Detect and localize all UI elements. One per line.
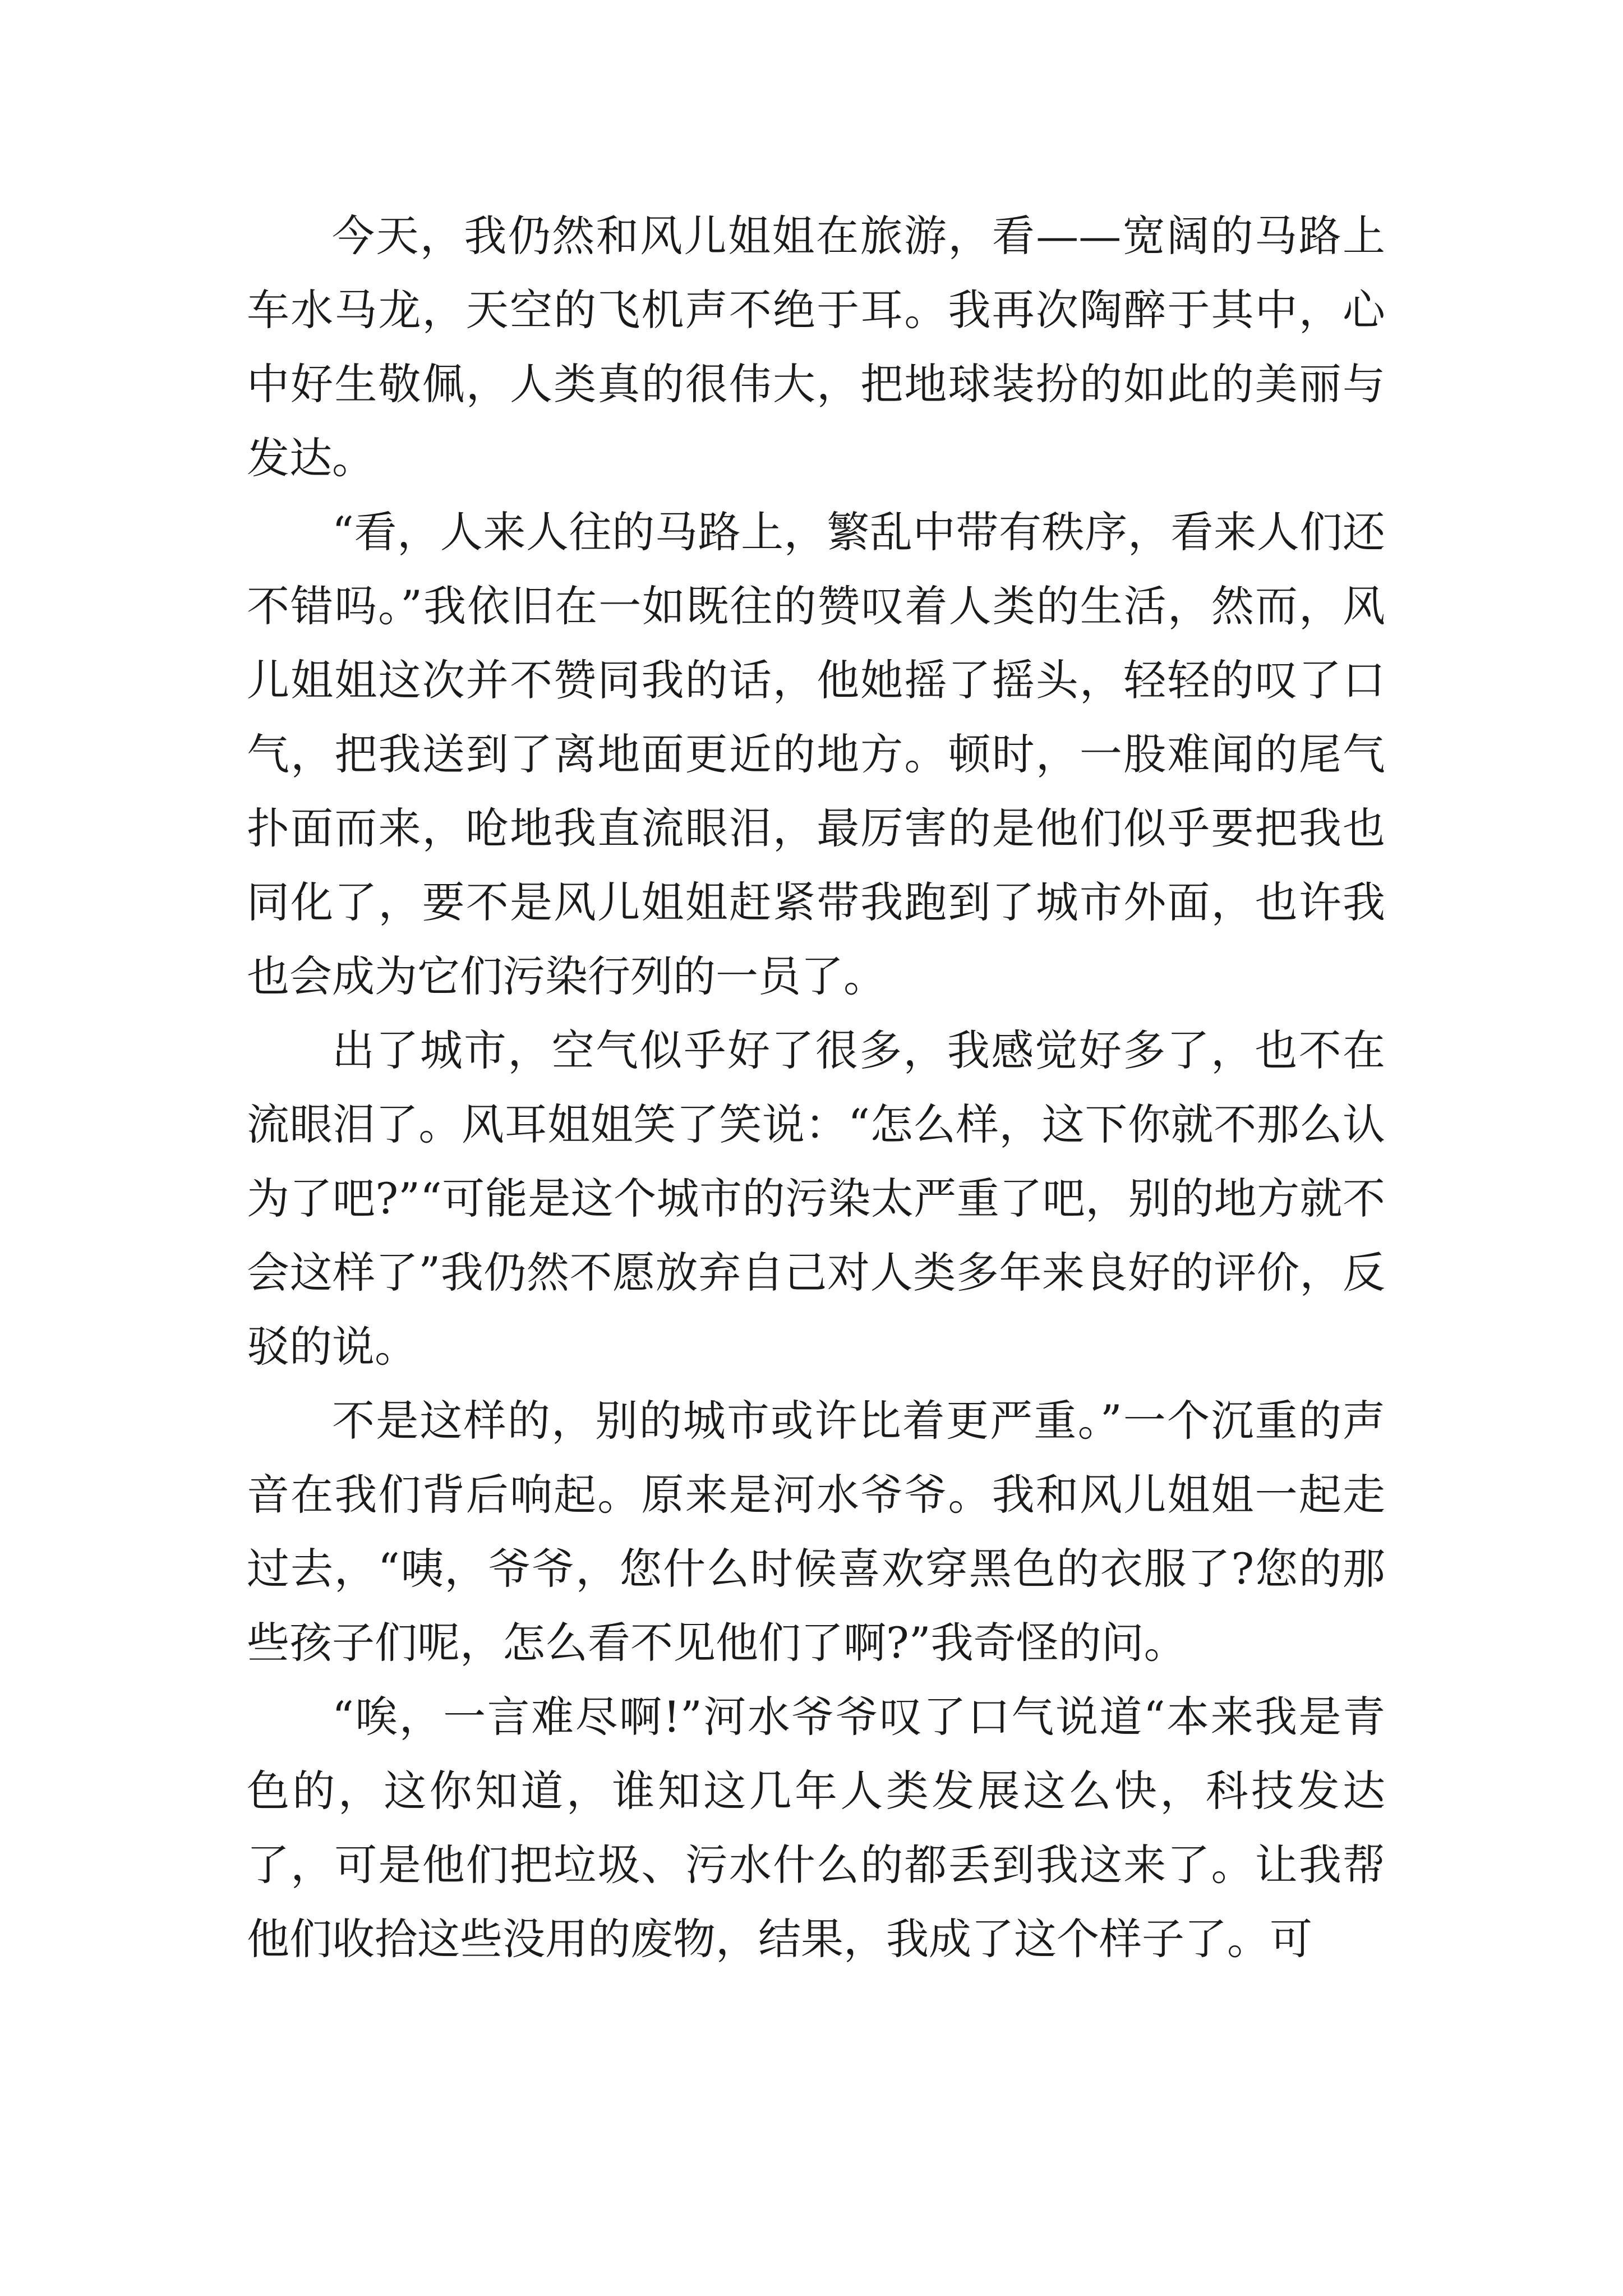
paragraph-2: “看，人来人往的马路上，繁乱中带有秩序，看来人们还不错吗。”我依旧在一如既往的赞叹着人类的生活，然而，风儿姐姐这次并不赞同我的话，他她摇了摇头，轻轻的叹了口气，把我送到了离地面更近的地方。顿时，一股难闻的尾气扑面而来，呛地我直流眼泪，最厉害的是他们似乎要把我也同化了，要不是风儿姐姐赶紧带我跑到了城市外面，也许我也会成为它们污染行列的一员了。 — [247, 507, 1385, 1001]
paragraph-1: 今天，我仍然和风儿姐姐在旅游，看——宽阔的马路上车水马龙，天空的飞机声不绝于耳。我再次陶醉于其中，心中好生敬佩，人类真的很伟大，把地球装扮的如此的美丽与发达。 — [247, 211, 1385, 483]
paragraph-3: 出了城市，空气似乎好了很多，我感觉好多了，也不在流眼泪了。风耳姐姐笑了笑说：“怎么样，这下你就不那么认为了吧?”“可能是这个城市的污染太严重了吧，别的地方就不会这样了”我仍然不愿放弃自己对人类多年来良好的评价，反驳的说。 — [247, 1025, 1385, 1372]
paragraph-5: “唉，一言难尽啊!”河水爷爷叹了口气说道“本来我是青色的，这你知道，谁知这几年人类发展这么快，科技发达了，可是他们把垃圾、污水什么的都丢到我这来了。让我帮他们收拾这些没用的废物，结果，我成了这个样子了。可 — [247, 1692, 1385, 1964]
document-body — [247, 199, 1385, 1976]
paragraph-4: 不是这样的，别的城市或许比着更严重。”一个沉重的声音在我们背后响起。原来是河水爷爷。我和风儿姐姐一起走过去，“咦，爷爷，您什么时候喜欢穿黑色的衣服了?您的那些孩子们呢，怎么看不见他们了啊?”我奇怪的问。 — [247, 1396, 1385, 1668]
